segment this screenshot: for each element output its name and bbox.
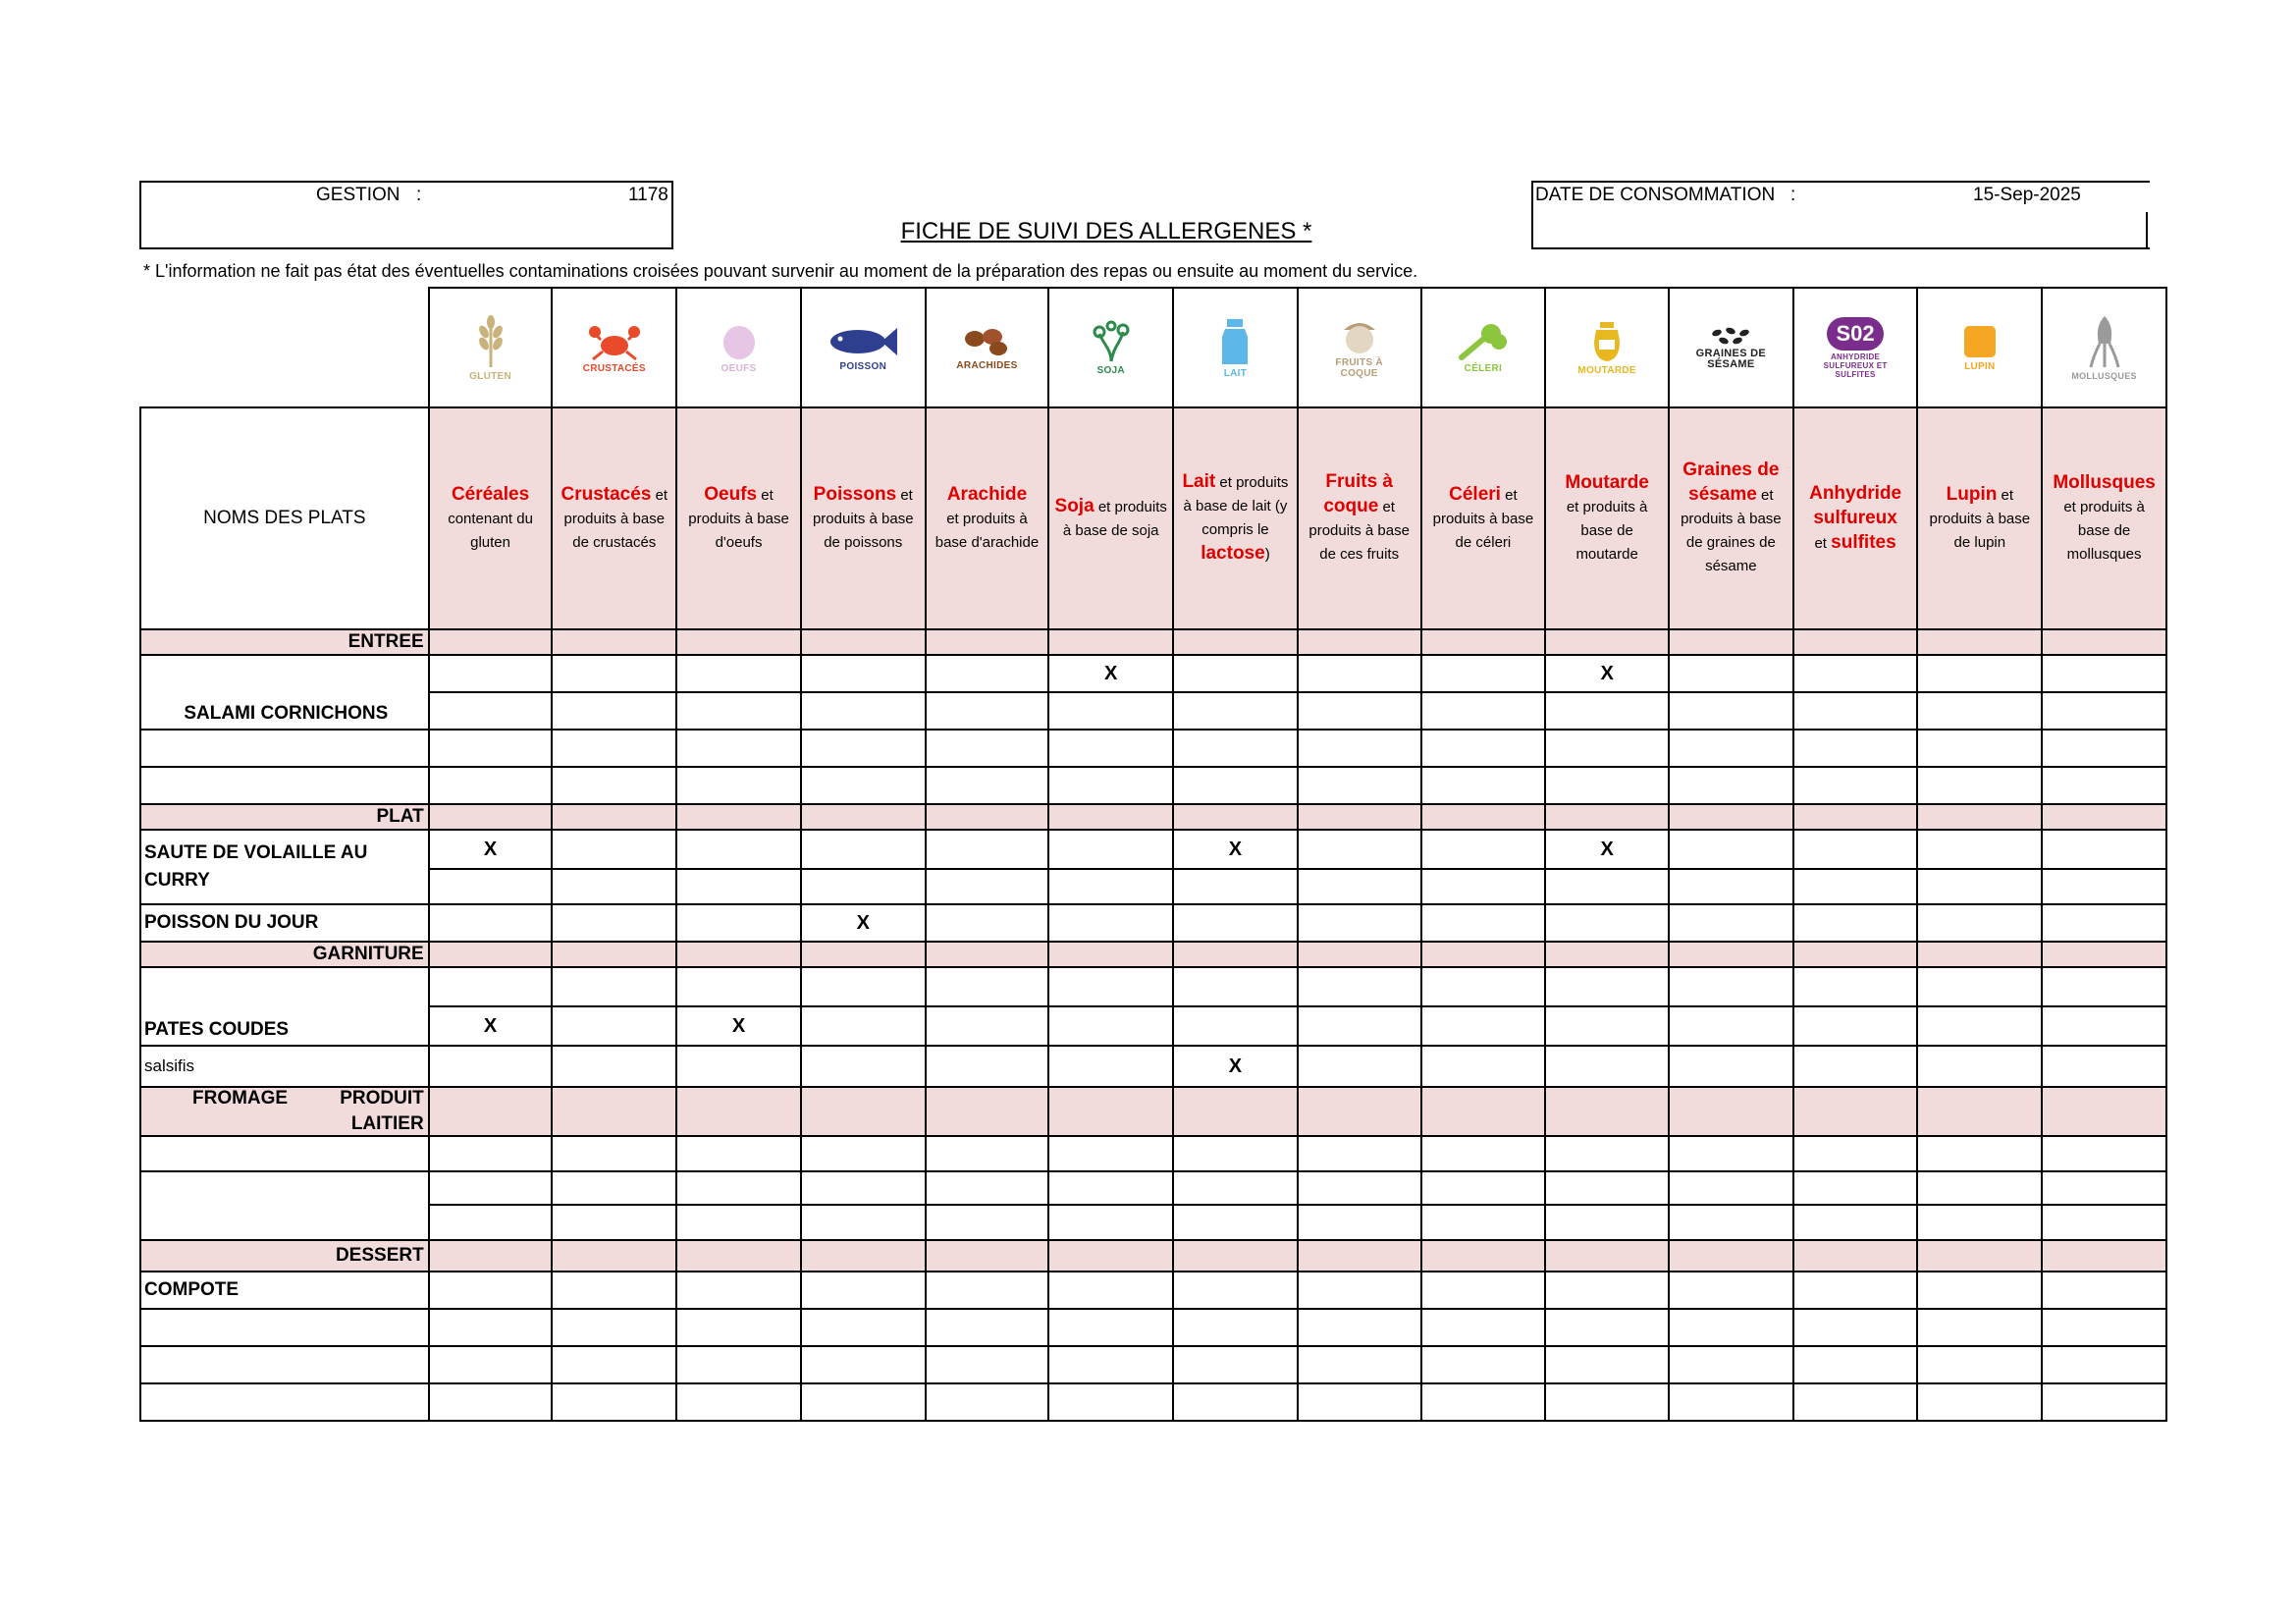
table-row [140, 1346, 2166, 1383]
allergen-table [139, 287, 2167, 1422]
dish-name: POISSON DU JOUR [140, 904, 429, 942]
table-row [140, 1383, 2166, 1421]
desc-sesame: Graines de sésame et produits à base de graines de sésame [1669, 407, 1793, 629]
allergen-gluten [429, 288, 553, 407]
allergen-peanuts [926, 288, 1049, 407]
date-value: 15-Sep-2025 [1973, 185, 2081, 205]
celery-icon [1458, 322, 1509, 361]
table-row [140, 1272, 2166, 1309]
allergen-sesame [1669, 288, 1793, 407]
desc-milk: Lait et produits à base de lait (y compris le lactose) [1173, 407, 1298, 629]
peanut-icon [959, 325, 1014, 358]
section-row-dessert [140, 1240, 2166, 1272]
desc-mustard: Moutarde et produits à base de moutarde [1545, 407, 1669, 629]
page-title: FICHE DE SUIVI DES ALLERGENES * [900, 218, 1312, 244]
allergen-mark: X [1048, 655, 1173, 692]
date-box-right-edge [2146, 212, 2148, 249]
fish-icon [827, 324, 899, 359]
allergen-eggs [676, 288, 801, 407]
allergen-milk [1173, 288, 1298, 407]
gestion-value: 1178 [628, 185, 668, 205]
allergen-mark: X [429, 830, 553, 869]
table-row [140, 1046, 2166, 1087]
allergen-sulphites [1793, 288, 1918, 407]
dish-name: salsifis [140, 1046, 429, 1087]
table-row [140, 767, 2166, 804]
dish-name: SALAMI CORNICHONS [140, 655, 429, 730]
allergen-lupin [1917, 288, 2042, 407]
section-row-garniture [140, 942, 2166, 967]
date-label: DATE DE CONSOMMATION [1535, 185, 1776, 205]
allergen-label: CÉLERI [1464, 362, 1503, 374]
dishes-header: NOMS DES PLATS [140, 407, 429, 629]
section-row-entree [140, 629, 2166, 655]
allergen-label: FRUITS À COQUE [1335, 357, 1383, 379]
table-row [140, 1171, 2166, 1205]
wheat-icon [471, 314, 510, 369]
allergen-label: GLUTEN [469, 370, 512, 382]
empty-corner [140, 288, 429, 407]
table-row [140, 692, 2166, 730]
allergen-label: SOJA [1096, 364, 1125, 376]
desc-nuts: Fruits à coque et produits à base de ces fruits [1298, 407, 1421, 629]
table-row [140, 655, 2166, 692]
mustard-icon [1591, 320, 1623, 363]
allergen-label: ARACHIDES [956, 359, 1018, 371]
dish-name: COMPOTE [140, 1272, 429, 1309]
section-label: DESSERT [140, 1240, 429, 1272]
sulphite-icon: S02 [1827, 317, 1884, 351]
table-row [140, 967, 2166, 1006]
allergen-label: MOLLUSQUES [2071, 371, 2137, 381]
table-row [140, 1205, 2166, 1240]
allergen-label: GRAINES DE SÉSAME [1695, 348, 1767, 370]
dish-name: PATES COUDES [140, 967, 429, 1046]
allergen-label: POISSON [839, 360, 887, 372]
allergen-mark: X [1173, 1046, 1298, 1087]
gestion-separator: : [416, 185, 422, 205]
sesame-icon [1707, 325, 1754, 347]
desc-crustaceans: Crustacés et produits à base de crustacés [552, 407, 676, 629]
table-row [140, 1309, 2166, 1346]
table-row [140, 1006, 2166, 1046]
desc-fish: Poissons et produits à base de poissons [801, 407, 926, 629]
date-separator: : [1790, 185, 1796, 205]
allergen-mark: X [801, 904, 926, 942]
allergen-mark: X [1545, 830, 1669, 869]
lupin-icon [1960, 324, 2000, 359]
allergen-soy [1048, 288, 1173, 407]
icon-row [140, 288, 2166, 407]
dish-name: SAUTE DE VOLAILLE AU CURRY [140, 830, 429, 904]
table-row [140, 730, 2166, 767]
desc-peanuts: Arachide et produits à base d'arachide [926, 407, 1049, 629]
egg-icon [720, 322, 759, 361]
desc-soy: Soja et produits à base de soja [1048, 407, 1173, 629]
table-row [140, 1136, 2166, 1171]
section-label: PLAT [140, 804, 429, 830]
allergen-mark: X [676, 1006, 801, 1046]
allergen-mark: X [429, 1006, 553, 1046]
desc-eggs: Oeufs et produits à base d'oeufs [676, 407, 801, 629]
desc-celery: Céleri et produits à base de céleri [1421, 407, 1546, 629]
allergen-crustaceans [552, 288, 676, 407]
allergen-celery [1421, 288, 1546, 407]
milk-icon [1218, 317, 1252, 366]
allergen-molluscs [2042, 288, 2166, 407]
disclaimer-note: * L'information ne fait pas état des éventuelles contaminations croisées pouvant survenir au moment de la préparation des repas ou ensuite au moment du service. [143, 261, 1418, 281]
desc-gluten: Céréales contenant du gluten [429, 407, 553, 629]
section-label: FROMAGE PRODUIT LAITIER [140, 1087, 429, 1136]
allergen-label: CRUSTACÉS [582, 362, 646, 374]
allergen-mustard [1545, 288, 1669, 407]
table-row [140, 869, 2166, 904]
table-row [140, 830, 2166, 869]
section-label: ENTREE [140, 629, 429, 655]
gestion-label: GESTION [316, 185, 400, 205]
nut-icon [1338, 316, 1381, 355]
table-row [140, 904, 2166, 942]
soy-icon [1090, 320, 1133, 363]
allergen-mark: X [1545, 655, 1669, 692]
section-row-plat [140, 804, 2166, 830]
mollusc-icon [2087, 314, 2122, 369]
allergen-mark: X [1173, 830, 1298, 869]
description-row [140, 407, 2166, 629]
desc-lupin: Lupin et produits à base de lupin [1917, 407, 2042, 629]
allergen-label: LUPIN [1964, 360, 1996, 372]
allergen-label: ANHYDRIDE SULFUREUX ET SULFITES [1823, 352, 1888, 379]
crab-icon [587, 322, 642, 361]
section-label: GARNITURE [140, 942, 429, 967]
desc-molluscs: Mollusques et produits à base de mollusques [2042, 407, 2166, 629]
section-row-fromage [140, 1087, 2166, 1136]
allergen-label: OEUFS [721, 362, 757, 374]
desc-sulphites: Anhydride sulfureux et sulfites [1793, 407, 1918, 629]
allergen-nuts [1298, 288, 1421, 407]
allergen-label: LAIT [1223, 367, 1248, 379]
allergen-fish [801, 288, 926, 407]
allergen-label: MOUTARDE [1577, 364, 1636, 376]
